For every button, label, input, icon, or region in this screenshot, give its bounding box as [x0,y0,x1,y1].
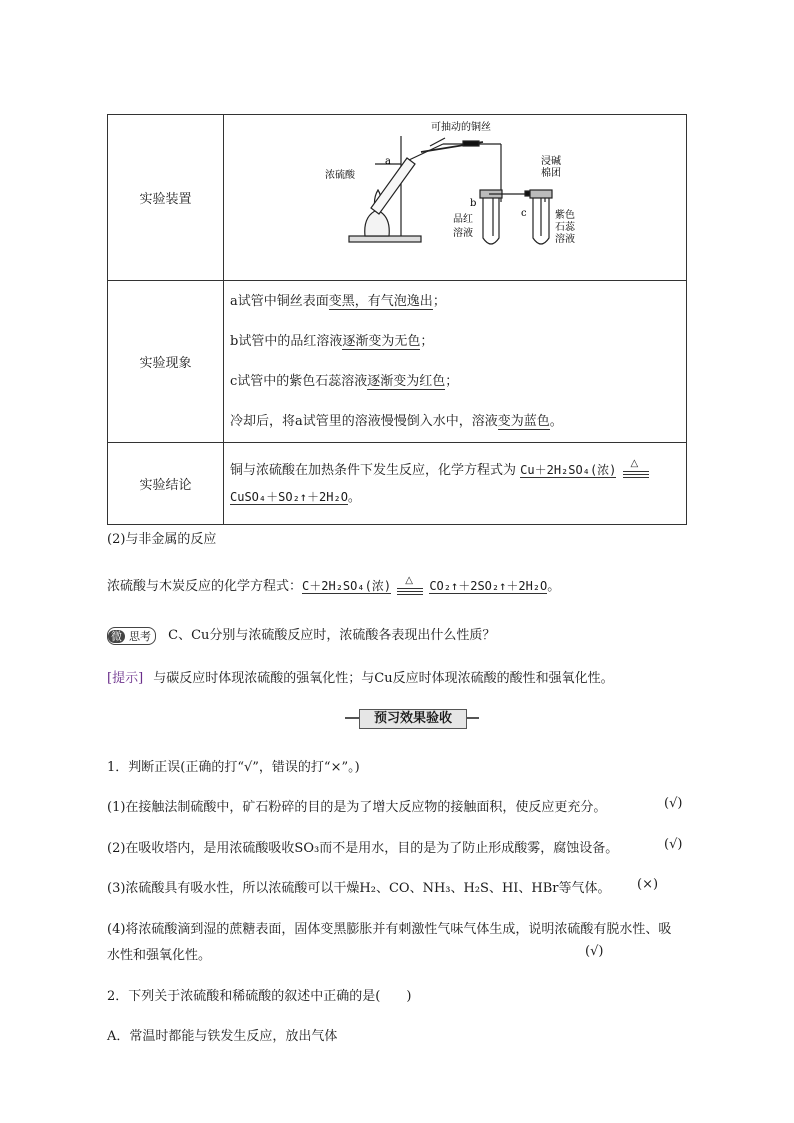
observation-3: c试管中的紫色石蕊溶液逐渐变为红色； [230,373,459,389]
think-badge: 微 思考 [107,627,156,645]
q1-item-4: (4)将浓硫酸滴到湿的蔗糖表面，固体变黑膨胀并有刺激性气味气体生成，说明浓硫酸有脱水性、吸 [107,922,672,937]
equation-rhs: CuSO₄＋SO₂↑＋2H₂O [230,489,348,504]
hint-label: [提示] [107,671,144,686]
heat-equals-icon: △ [397,578,423,596]
label-conclusion: 实验结论 [108,443,224,525]
label-acid: 浓硫酸 [325,169,355,181]
observation-4: 冷却后，将a试管里的溶液慢慢倒入水中，溶液变为蓝色。 [230,413,563,429]
conclusion-cell: 铜与浓硫酸在加热条件下发生反应，化学方程式为 Cu＋2H₂SO₄(浓) △ CuSO₄＋SO₂↑＋2H₂O。 [224,443,687,525]
label-observation: 实验现象 [108,281,224,443]
q1-item-4-cont: 水性和强氧化性。 (√) [107,944,604,963]
label-c: c [521,207,527,219]
label-cotton1: 浸碱 [541,155,561,167]
carbon-reaction: 浓硫酸与木炭反应的化学方程式：C＋2H₂SO₄(浓) △ CO₂↑＋2SO₂↑＋2H₂O。 [107,574,561,594]
equation-lhs: Cu＋2H₂SO₄(浓) [520,462,617,477]
label-copper-wire: 可抽动的铜丝 [431,121,491,133]
q1-item-2: (2)在吸收塔内，是用浓硫酸吸收SO₃而不是用水，目的是为了防止形成酸雾，腐蚀设备。 (√) [107,837,683,856]
apparatus-cell [224,115,687,281]
observation-1: a试管中铜丝表面变黑，有气泡逸出； [230,293,446,309]
observation-2: b试管中的品红溶液逐渐变为无色； [230,333,434,349]
label-apparatus: 实验装置 [108,115,224,281]
heading-nonmetal: (2)与非金属的反应 [107,532,217,547]
label-b-sol1: 品红 [453,213,473,225]
label-b: b [470,197,477,209]
q2-stem: 2．下列关于浓硫酸和稀硫酸的叙述中正确的是( ) [107,989,412,1004]
q1-stem: 1．判断正误(正确的打“√”，错误的打“×”。) [107,760,360,775]
observation-cell [224,281,687,443]
label-c-sol1: 紫色 [555,209,575,221]
q1-item-3: (3)浓硫酸具有吸水性，所以浓硫酸可以干燥H₂、CO、NH₃、H₂S、HI、HBr等气体。 (×) [107,877,659,896]
label-a: a [385,155,391,167]
label-b-sol2: 溶液 [453,227,473,239]
apparatus-diagram [225,118,685,278]
think-question: 微 思考 C、Cu分别与浓硫酸反应时，浓硫酸各表现出什么性质？ [107,624,495,645]
q2-option-a: A．常温时都能与铁发生反应，放出气体 [107,1029,338,1044]
q1-item-1: (1)在接触法制硫酸中，矿石粉碎的目的是为了增大反应物的接触面积，使反应更充分。 (√) [107,796,683,815]
label-c-sol3: 溶液 [555,233,575,245]
experiment-table [107,114,687,525]
heat-equals-icon: △ [623,461,649,479]
label-c-sol2: 石蕊 [555,221,575,233]
label-cotton2: 棉团 [541,167,561,179]
hint-line: [提示] 与碳反应时体现浓硫酸的强氧化性；与Cu反应时体现浓硫酸的酸性和强氧化性。 [107,671,614,686]
section-title: 预习效果验收 [345,709,479,727]
